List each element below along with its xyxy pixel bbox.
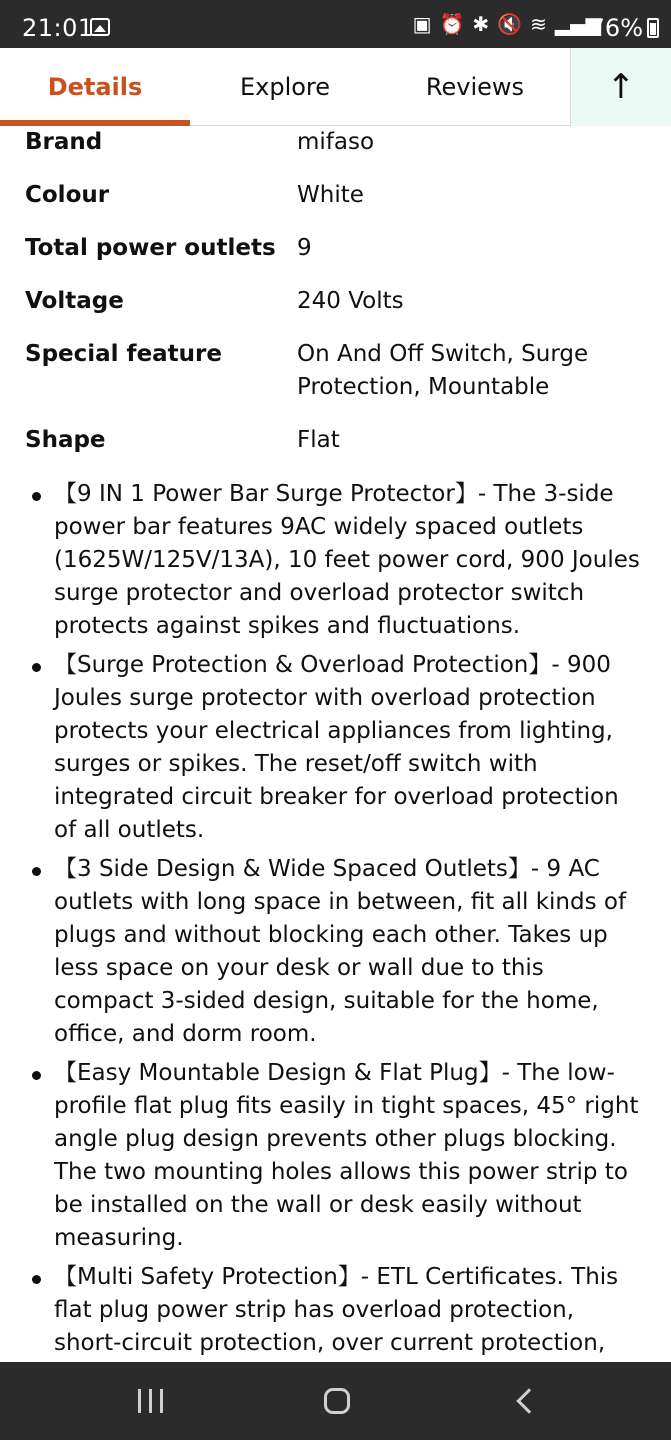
spec-label: Shape — [25, 427, 106, 453]
status-icons — [413, 12, 601, 36]
spec-label: Special feature — [25, 341, 222, 367]
tab-explore-label: Explore — [239, 73, 331, 101]
app-icon: ▣ — [412, 12, 432, 36]
feature-bullet-text: 【3 Side Design & Wide Spaced Outlets】- 9 AC outlets with long space in between, fit all kinds of plugs and without blocking each other. Takes up less space on your desk or wall due to this compact 3-sided design, suitable for the home, office, and dorm room. — [54, 856, 627, 1047]
bullet-dot-icon — [32, 1275, 41, 1284]
tab-bar — [0, 48, 671, 126]
tab-explore[interactable] — [190, 48, 380, 126]
wifi-icon: ≋ — [530, 12, 547, 36]
home-icon — [324, 1388, 350, 1414]
arrow-up-icon: ↑ — [606, 67, 636, 107]
back-icon — [516, 1388, 541, 1413]
spec-value: On And Off Switch, Surge Protection, Mountable — [297, 341, 589, 400]
bullet-dot-icon — [32, 663, 41, 672]
spec-value: 9 — [297, 235, 312, 261]
spec-label: Colour — [25, 182, 110, 208]
recents-icon — [138, 1389, 163, 1413]
recents-button[interactable] — [90, 1362, 210, 1440]
product-details — [0, 126, 671, 1362]
spec-label: Total power outlets — [25, 235, 276, 261]
signal-icon: ▂▄▆ — [554, 12, 601, 36]
feature-bullet — [0, 478, 671, 643]
feature-bullet-text: 【Multi Safety Protection】- ETL Certificates. This flat plug power strip has overload protection, short-circuit protection, over current protection, — [54, 1264, 619, 1356]
battery-percent: 76% — [589, 14, 643, 42]
feature-bullet — [0, 853, 671, 1051]
feature-bullet — [0, 1057, 671, 1255]
bullet-dot-icon — [32, 492, 41, 501]
spec-label: Voltage — [25, 288, 124, 314]
battery-status — [590, 14, 659, 42]
feature-bullet-text: 【Surge Protection & Overload Protection】- 900 Joules surge protector with overload protection protects your electrical appliances from lighting, surges or spikes. The reset/off switch with integrated circuit breaker for overload protection of all outlets. — [54, 652, 619, 843]
spec-label: Brand — [25, 129, 103, 155]
tab-reviews[interactable] — [380, 48, 570, 126]
gallery-icon — [90, 18, 110, 36]
feature-bullet-text: 【9 IN 1 Power Bar Surge Protector】- The 3-side power bar features 9AC widely spaced outlets (1625W/125V/13A), 10 feet power cord, 900 Joules surge protector and overload protector switch protects against spikes and fluctuations. — [54, 481, 640, 639]
bullet-dot-icon — [32, 1071, 41, 1080]
feature-bullet-text: 【Easy Mountable Design & Flat Plug】- The low-profile flat plug fits easily in tight spaces, 45° right angle plug design prevents other plugs blocking. The two mounting holes allows this power strip to be installed on the wall or desk easily without measuring. — [54, 1060, 639, 1251]
spec-value: White — [297, 182, 364, 208]
back-button[interactable] — [465, 1362, 585, 1440]
spec-value: 240 Volts — [297, 288, 404, 314]
home-button[interactable] — [277, 1362, 397, 1440]
status-bar — [0, 0, 671, 48]
feature-bullets — [0, 478, 671, 1432]
mute-icon: 🔇 — [497, 12, 523, 36]
scroll-to-top-button[interactable] — [570, 48, 671, 126]
spec-value: Flat — [297, 427, 340, 453]
tab-reviews-label: Reviews — [425, 73, 525, 101]
alarm-icon: ⏰ — [439, 12, 465, 36]
bluetooth-icon: ✱ — [472, 12, 490, 36]
tab-details[interactable] — [0, 48, 190, 126]
spec-value: mifaso — [297, 129, 375, 155]
battery-icon — [647, 18, 659, 38]
system-nav-bar — [0, 1362, 671, 1440]
status-time: 21:01 — [22, 14, 94, 42]
tab-details-label: Details — [47, 73, 143, 101]
feature-bullet — [0, 649, 671, 847]
bullet-dot-icon — [32, 867, 41, 876]
